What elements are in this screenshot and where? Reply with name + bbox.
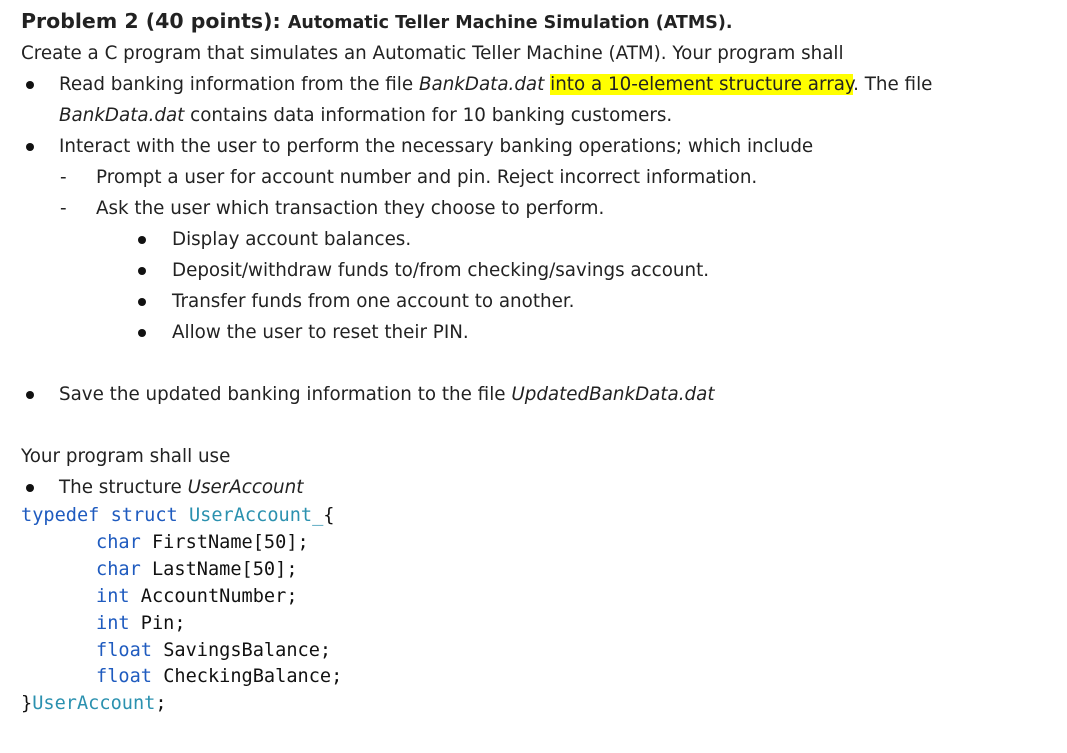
code-line-close xyxy=(21,691,1051,718)
field-decl: Pin; xyxy=(140,612,186,634)
field-decl: FirstName[50]; xyxy=(151,531,309,553)
keyword-typedef: typedef xyxy=(21,505,100,526)
bullet-interact: Interact with the user to perform the necessary banking operations; which include xyxy=(21,131,1051,162)
semicolon: ; xyxy=(155,693,167,715)
field-type: char xyxy=(96,558,141,580)
problem-subtitle: Automatic Teller Machine Simulation (ATMS). xyxy=(287,13,733,33)
code-field xyxy=(21,530,1051,557)
file-name: BankData.dat xyxy=(59,105,185,126)
dash-item-ask: - Ask the user which transaction they choose to perform. xyxy=(21,193,1051,224)
close-brace: } xyxy=(21,693,33,715)
spacer xyxy=(21,348,1051,379)
bullet-dot xyxy=(26,81,34,89)
field-type: float xyxy=(96,639,152,661)
transaction-item: Allow the user to reset their PIN. xyxy=(21,317,1051,348)
bullet-dot xyxy=(138,298,146,306)
transaction-item: Display account balances. xyxy=(21,224,1051,255)
field-decl: LastName[50]; xyxy=(151,558,298,580)
bullet-read-data: Read banking information from the file BankData.dat into a 10-element structure array. The file BankData.dat contains data information for 10 banking customers. xyxy=(21,69,1044,131)
dash-item-prompt: - Prompt a user for account number and pin. Reject incorrect information. xyxy=(21,162,1051,193)
file-name: BankData.dat xyxy=(418,74,545,95)
bullet-structure: The structure UserAccount xyxy=(21,472,1051,503)
uses-intro: Your program shall use xyxy=(21,446,231,467)
bullet-save-data: Save the updated banking information to the file UpdatedBankData.dat xyxy=(21,379,1051,410)
code-field xyxy=(21,611,1051,638)
field-decl: SavingsBalance; xyxy=(163,639,332,661)
field-decl: CheckingBalance; xyxy=(163,666,343,688)
bullet-dot xyxy=(138,329,146,337)
struct-tag: UserAccount_ xyxy=(188,505,324,526)
field-type: int xyxy=(96,612,130,634)
problem-document xyxy=(21,6,1051,718)
highlighted-text: into a 10-element structure array xyxy=(550,74,854,95)
open-brace: { xyxy=(323,505,335,526)
code-field xyxy=(21,638,1051,665)
bullet-dot xyxy=(26,391,34,399)
intro-text: Create a C program that simulates an Automatic Teller Machine (ATM). Your program shall xyxy=(21,43,844,64)
field-decl: AccountNumber; xyxy=(140,585,298,607)
code-block xyxy=(21,503,1051,718)
code-field xyxy=(21,584,1051,611)
bullet-dot xyxy=(26,484,34,492)
keyword-struct: struct xyxy=(110,505,178,526)
bullet-dot xyxy=(138,267,146,275)
field-type: float xyxy=(96,666,152,688)
code-field xyxy=(21,664,1051,691)
code-line-typedef xyxy=(21,503,1051,530)
dash-marker: - xyxy=(60,167,67,188)
transaction-item: Deposit/withdraw funds to/from checking/savings account. xyxy=(21,255,1051,286)
bullet-dot xyxy=(138,236,146,244)
problem-number: Problem 2 (40 points): xyxy=(21,9,281,33)
transaction-item: Transfer funds from one account to another. xyxy=(21,286,1051,317)
bullet-dot xyxy=(26,143,34,151)
spacer xyxy=(21,410,1051,441)
struct-alias: UserAccount xyxy=(32,693,156,715)
field-type: char xyxy=(96,531,141,553)
field-type: int xyxy=(96,585,130,607)
structure-name: UserAccount xyxy=(187,477,304,498)
requirements-list xyxy=(21,69,1051,441)
dash-marker: - xyxy=(60,198,67,219)
code-field xyxy=(21,557,1051,584)
problem-title xyxy=(21,6,1051,38)
file-name: UpdatedBankData.dat xyxy=(511,384,715,405)
